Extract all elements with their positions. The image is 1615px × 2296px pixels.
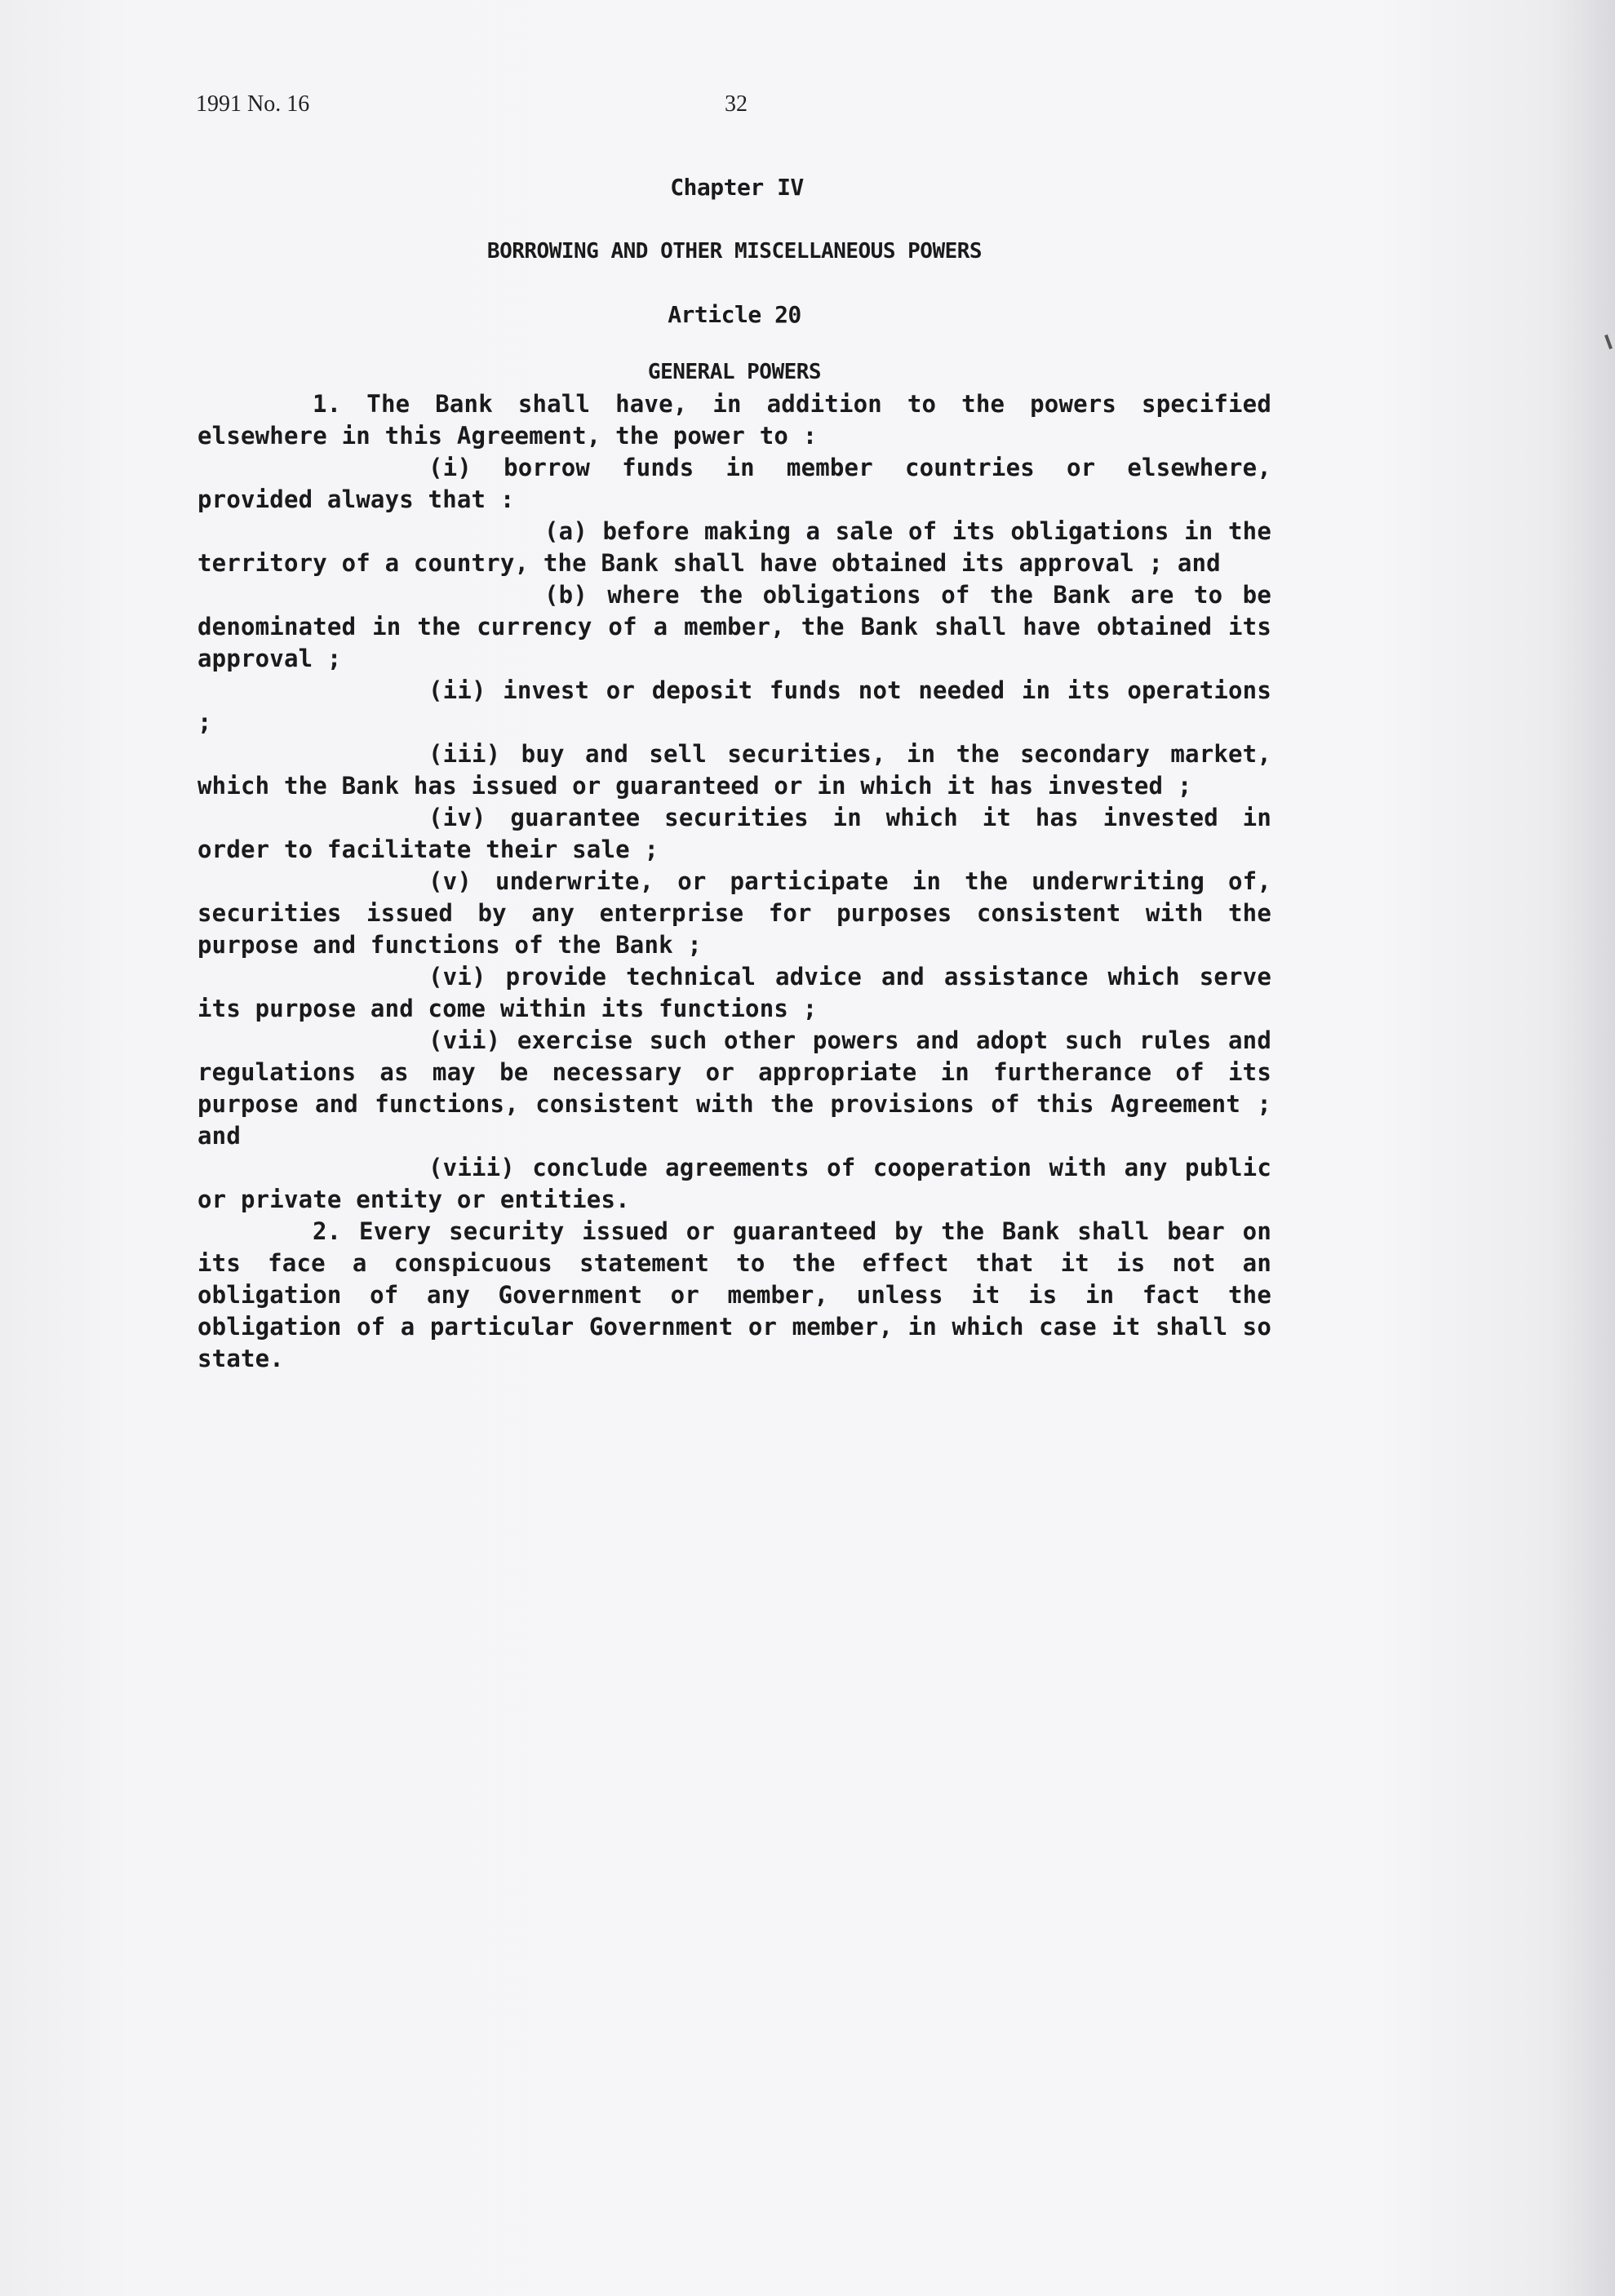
clause-i: (i) borrow funds in member countries or elsewhere, provided always that : [197,454,1271,513]
clause-ii: (ii) invest or deposit funds not needed in its operations ; [197,676,1271,736]
margin-mark [1604,335,1613,349]
paragraph-1: 1. The Bank shall have, in addition to the powers specified elsewhere in this Agreement, the power to : [197,390,1271,450]
clause-viii: (viii) conclude agreements of cooperation with any public or private entity or entities. [197,1154,1271,1213]
chapter-heading: Chapter IV [670,174,804,201]
page-number: 32 [725,91,748,117]
part-title: BORROWING AND OTHER MISCELLANEOUS POWERS [486,239,983,264]
subclause-a: (a) before making a sale of its obligations in the territory of a country, the Bank shall have obtained its approval ; and [197,517,1271,577]
clause-iii: (iii) buy and sell securities, in the secondary market, which the Bank has issued or guaranteed or in which it has invested ; [197,740,1271,800]
article-title: GENERAL POWERS [647,360,822,384]
clause-iv: (iv) guarantee securities in which it has invested in order to facilitate their sale ; [197,804,1271,863]
clause-v: (v) underwrite, or participate in the underwriting of, securities issued by any enterprise for purposes consistent with the purpose and functions of the Bank ; [197,867,1271,959]
clause-vi: (vi) provide technical advice and assistance which serve its purpose and come within its functions ; [197,963,1271,1022]
subclause-b: (b) where the obligations of the Bank are to be denominated in the currency of a member, the Bank shall have obtained its approval ; [197,581,1271,672]
running-header [196,91,1387,124]
article-number: Article 20 [668,301,801,328]
article-body [197,171,1271,1375]
act-number: 1991 No. 16 [196,91,310,117]
clause-vii: (vii) exercise such other powers and adopt such rules and regulations as may be necessary or appropriate in furtherance of its purpose and functions, consistent with the provisions of this Agreement ; and [197,1026,1271,1150]
paragraph-2: 2. Every security issued or guaranteed by the Bank shall bear on its face a conspicuous statement to the effect that it is not an obligation of any Government or member, unless it is in fact the obligation of a particular Government or member, in which case it shall so state. [197,1217,1271,1372]
